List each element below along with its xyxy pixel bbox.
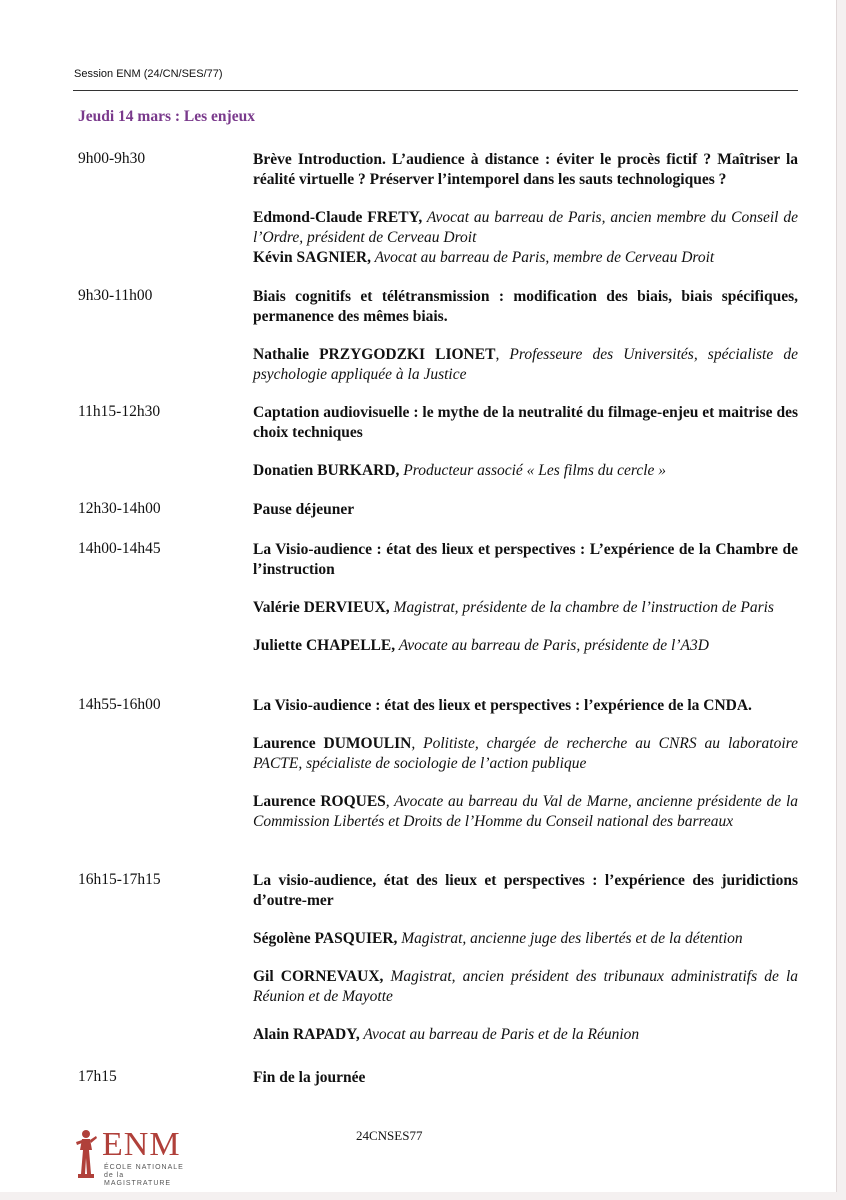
speaker (253, 248, 798, 268)
speaker (253, 792, 798, 832)
session-topic: Pause déjeuner (253, 501, 355, 518)
speaker-name: Alain RAPADY, (253, 1026, 360, 1043)
speaker-role: Magistrat, ancien président des tribunaux administratifs de la Réunion et de Mayotte (253, 968, 798, 1005)
session-time: 9h00-9h30 (78, 150, 146, 167)
speaker (253, 967, 798, 1007)
session-time: 12h30-14h00 (78, 500, 161, 517)
speaker-name: Kévin SAGNIER, (253, 249, 371, 266)
logo-subtitle (104, 1164, 184, 1188)
session-topic: Brève Introduction. L’audience à distance : éviter le procès fictif ? Maîtriser la réalité virtuelle ? Préserver l’intemporel dans les sauts technologiques ? (253, 151, 798, 188)
speaker (253, 1025, 798, 1045)
enm-logo (70, 1126, 230, 1187)
session-topic: Fin de la journée (253, 1069, 366, 1086)
logo-subtitle-line: ÉCOLE NATIONALE (104, 1164, 184, 1171)
footer-code: 24CNSES77 (356, 1128, 423, 1143)
speaker (253, 636, 798, 656)
speaker-name: Nathalie PRZYGODZKI LIONET (253, 346, 496, 363)
session-topic: La Visio-audience : état des lieux et perspectives : l’expérience de la CNDA. (253, 697, 752, 714)
speaker-name: Gil CORNEVAUX, (253, 968, 384, 985)
session-time: 14h00-14h45 (78, 540, 161, 557)
speaker-role: , Politiste, chargée de recherche au CNRS au laboratoire PACTE, spécialiste de sociologie de l’action publique (253, 735, 798, 772)
speaker-name: Ségolène PASQUIER, (253, 930, 398, 947)
speaker-role: , Avocate au barreau du Val de Marne, ancienne présidente de la Commission Libertés et Droits de l’Homme du Conseil national des barreaux (253, 793, 798, 830)
header-divider (73, 90, 798, 91)
session-topic: Biais cognitifs et télétransmission : modification des biais, biais spécifiques, permanence des mêmes biais. (253, 288, 798, 325)
speaker-role: , Professeure des Universités, spécialiste de psychologie appliquée à la Justice (253, 346, 798, 383)
logo-wordmark: ENM (102, 1126, 181, 1163)
speaker (253, 208, 798, 248)
session-time: 9h30-11h00 (78, 287, 153, 304)
speaker-name: Juliette CHAPELLE, (253, 637, 396, 654)
session-time: 16h15-17h15 (78, 871, 161, 888)
session-topic: La Visio-audience : état des lieux et perspectives : L’expérience de la Chambre de l’instruction (253, 541, 798, 578)
speaker (253, 345, 798, 385)
session-topic: Captation audiovisuelle : le mythe de la neutralité du filmage-enjeu et maitrise des choix techniques (253, 404, 798, 441)
speaker-name: Valérie DERVIEUX, (253, 599, 390, 616)
speaker-role: Avocat au barreau de Paris et de la Réunion (359, 1026, 640, 1043)
speaker-role: Avocat au barreau de Paris, ancien membre du Conseil de l’Ordre, président de Cerveau Droit (253, 209, 798, 246)
session-time: 17h15 (78, 1068, 117, 1085)
speaker (253, 598, 798, 618)
justice-figure-icon (70, 1128, 100, 1182)
speaker-role: Avocate au barreau de Paris, présidente de l’A3D (395, 637, 709, 654)
speaker-role: Avocat au barreau de Paris, membre de Cerveau Droit (371, 249, 715, 266)
speaker-role: Producteur associé « Les films du cercle » (399, 462, 667, 479)
speaker-role: Magistrat, ancienne juge des libertés et de la détention (397, 930, 743, 947)
speaker-name: Edmond-Claude FRETY, (253, 209, 423, 226)
session-header: Session ENM (24/CN/SES/77) (74, 68, 223, 80)
speaker (253, 734, 798, 774)
speaker-role: Magistrat, présidente de la chambre de l’instruction de Paris (389, 599, 774, 616)
session-time: 11h15-12h30 (78, 403, 161, 420)
speaker (253, 461, 798, 481)
speaker-name: Laurence DUMOULIN (253, 735, 412, 752)
speaker (253, 929, 798, 949)
day-title: Jeudi 14 mars : Les enjeux (78, 108, 255, 125)
speaker-name: Donatien BURKARD, (253, 462, 400, 479)
session-topic: La visio-audience, état des lieux et perspectives : l’expérience des juridictions d’outre-mer (253, 872, 798, 909)
session-time: 14h55-16h00 (78, 696, 161, 713)
speaker-name: Laurence ROQUES (253, 793, 386, 810)
logo-subtitle-line: de la MAGISTRATURE (104, 1172, 172, 1187)
